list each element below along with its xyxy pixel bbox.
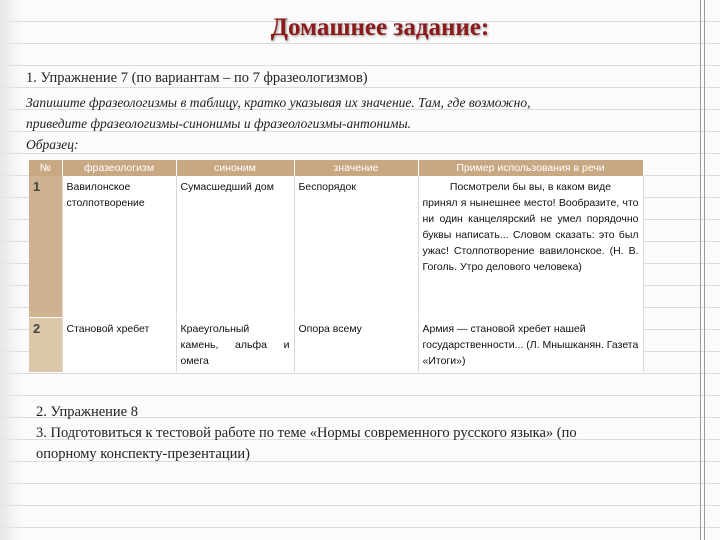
table-header-row — [29, 160, 643, 176]
task-1-instruction-line-2: приведите фразеологизмы-синонимы и фразеологизмы-антонимы. — [26, 116, 412, 131]
phrase-cell: Становой хребет — [62, 318, 176, 373]
margin-line — [700, 0, 701, 540]
table-row — [29, 318, 643, 373]
meaning-cell: Беспорядок — [294, 176, 418, 318]
phraseology-table — [29, 160, 644, 372]
header-phrase: фразеологизм — [62, 160, 176, 176]
phrase-cell: Вавилонское столпотворение — [62, 176, 176, 318]
page-left-shadow — [0, 0, 22, 540]
row-number: 2 — [29, 318, 62, 373]
header-synonym: синоним — [176, 160, 294, 176]
task-1-instruction-line-1: Запишите фразеологизмы в таблицу, кратко указывая их значение. Там, где возможно, — [26, 95, 531, 110]
synonym-cell: Краеугольный камень, альфа и омега — [176, 318, 294, 373]
example-cell — [418, 176, 643, 318]
header-example: Пример использования в речи — [418, 160, 643, 176]
task-3-line-2: опорному конспекту-презентации) — [36, 446, 250, 462]
header-number: № — [29, 160, 62, 176]
margin-line — [704, 0, 705, 540]
meaning-cell: Опора всему — [294, 318, 418, 373]
task-1-heading: 1. Упражнение 7 (по вариантам – по 7 фразеологизмов) — [26, 70, 368, 86]
synonym-cell: Сумасшедший дом — [176, 176, 294, 318]
table-row — [29, 176, 643, 318]
example-text: принял я нынешнее место! Вообразите, что ни один канцелярский не умел порядочно буквы написать... Словом сказать: это был ужас! Столпотворение вавилонское. (Н. В. Гоголь. Утро делового человека) — [422, 197, 639, 273]
sample-label: Образец: — [26, 137, 79, 152]
task-3-line-1: 3. Подготовиться к тестовой работе по теме «Нормы современного русского языка» (по — [36, 425, 577, 441]
task-2: 2. Упражнение 8 — [36, 404, 138, 420]
example-cell: Армия — становой хребет нашей государственности... (Л. Мнышканян. Газета «Итоги») — [418, 318, 643, 373]
header-meaning: значение — [294, 160, 418, 176]
page-title: Домашнее задание: — [270, 14, 490, 41]
row-number: 1 — [29, 176, 62, 318]
example-first-line: Посмотрели бы вы, в каком виде — [449, 181, 612, 193]
